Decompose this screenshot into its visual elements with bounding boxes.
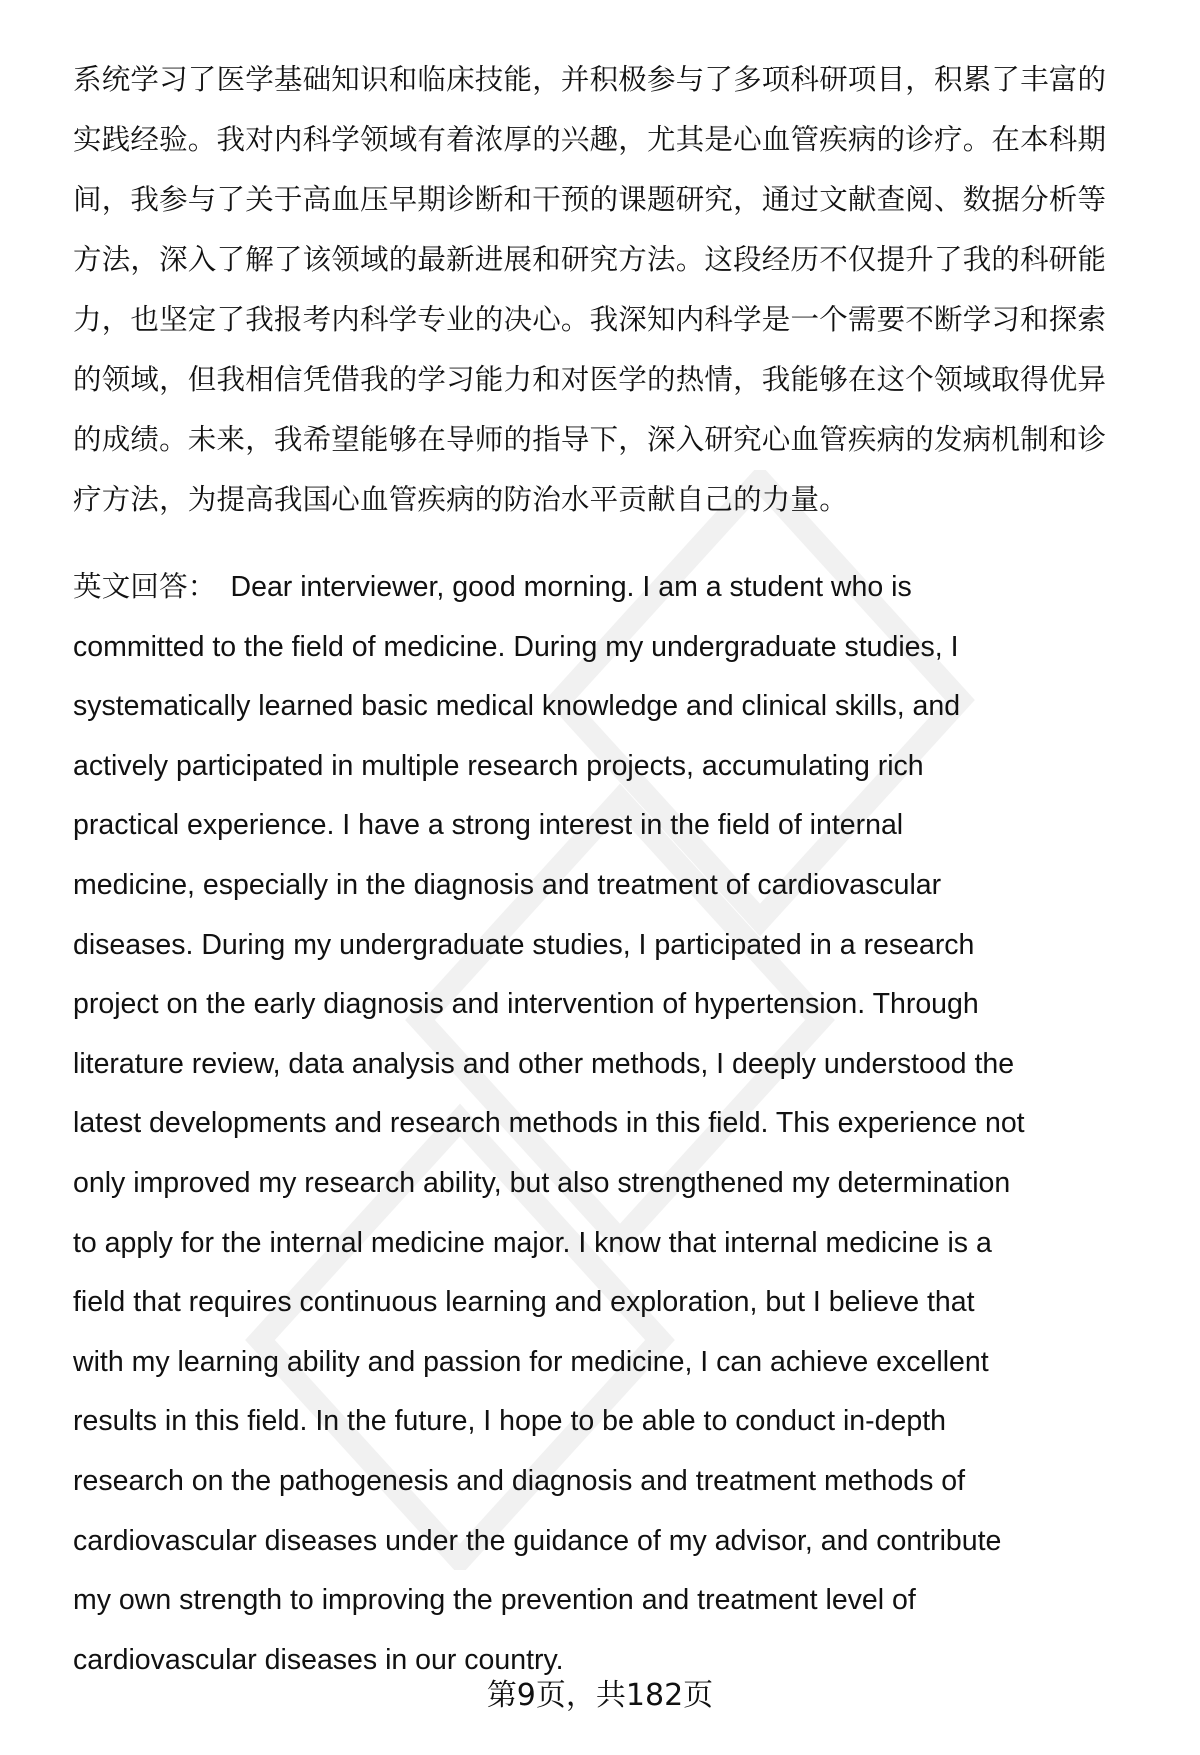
english-text-line: with my learning ability and passion for medicine, I can achieve excellent <box>73 1345 989 1378</box>
english-text-line: latest developments and research methods in this field. This experience not <box>73 1107 1025 1140</box>
english-text-line: committed to the field of medicine. During my undergraduate studies, I <box>73 630 959 663</box>
english-text-line: cardiovascular diseases under the guidance of my advisor, and contribute <box>73 1524 1002 1557</box>
chinese-text-line: 实践经验。我对内科学领域有着浓厚的兴趣，尤其是心血管疾病的诊疗。在本科期 <box>73 123 1107 156</box>
english-text-line: diseases. During my undergraduate studies, I participated in a research <box>73 928 975 961</box>
english-text-line: only improved my research ability, but also strengthened my determination <box>73 1167 1011 1199</box>
english-text-line: actively participated in multiple research projects, accumulating rich <box>73 749 924 782</box>
english-text-span: Dear interviewer, good morning. I am a student who is <box>230 571 912 603</box>
chinese-text-line: 疗方法，为提高我国心血管疾病的防治水平贡献自己的力量。 <box>73 483 848 516</box>
english-text-line: literature review, data analysis and other methods, I deeply understood the <box>73 1047 1015 1080</box>
chinese-text-line: 系统学习了医学基础知识和临床技能，并积极参与了多项科研项目，积累了丰富的 <box>73 63 1107 96</box>
chinese-text-line: 间，我参与了关于高血压早期诊断和干预的课题研究，通过文献查阅、数据分析等 <box>73 183 1107 216</box>
english-answer-label: 英文回答： <box>73 571 217 603</box>
english-text-line: to apply for the internal medicine major. I know that internal medicine is a <box>73 1226 992 1259</box>
english-text-line: research on the pathogenesis and diagnosis and treatment methods of <box>73 1465 966 1497</box>
english-text-line: medicine, especially in the diagnosis and treatment of cardiovascular <box>73 869 942 901</box>
page-number-footer: 第9页，共182页 <box>486 1678 714 1713</box>
english-text-line: practical experience. I have a strong interest in the field of internal <box>73 809 904 842</box>
chinese-text-line: 力，也坚定了我报考内科学专业的决心。我深知内科学是一个需要不断学习和探索 <box>73 303 1107 336</box>
english-text-line: my own strength to improving the prevention and treatment level of <box>73 1584 916 1617</box>
english-text-line: field that requires continuous learning and exploration, but I believe that <box>73 1286 975 1319</box>
english-text-line: results in this field. In the future, I hope to be able to conduct in-depth <box>73 1405 946 1438</box>
chinese-text-line: 的领域，但我相信凭借我的学习能力和对医学的热情，我能够在这个领域取得优异 <box>73 363 1107 396</box>
chinese-text-line: 的成绩。未来，我希望能够在导师的指导下，深入研究心血管疾病的发病机制和诊 <box>73 423 1107 456</box>
english-text-line: cardiovascular diseases in our country. <box>73 1643 564 1676</box>
english-text-line: systematically learned basic medical knowledge and clinical skills, and <box>73 690 961 723</box>
chinese-text-line: 方法，深入了解了该领域的最新进展和研究方法。这段经历不仅提升了我的科研能 <box>73 243 1107 276</box>
english-text-line: project on the early diagnosis and intervention of hypertension. Through <box>73 988 979 1021</box>
english-text-line <box>73 567 912 607</box>
